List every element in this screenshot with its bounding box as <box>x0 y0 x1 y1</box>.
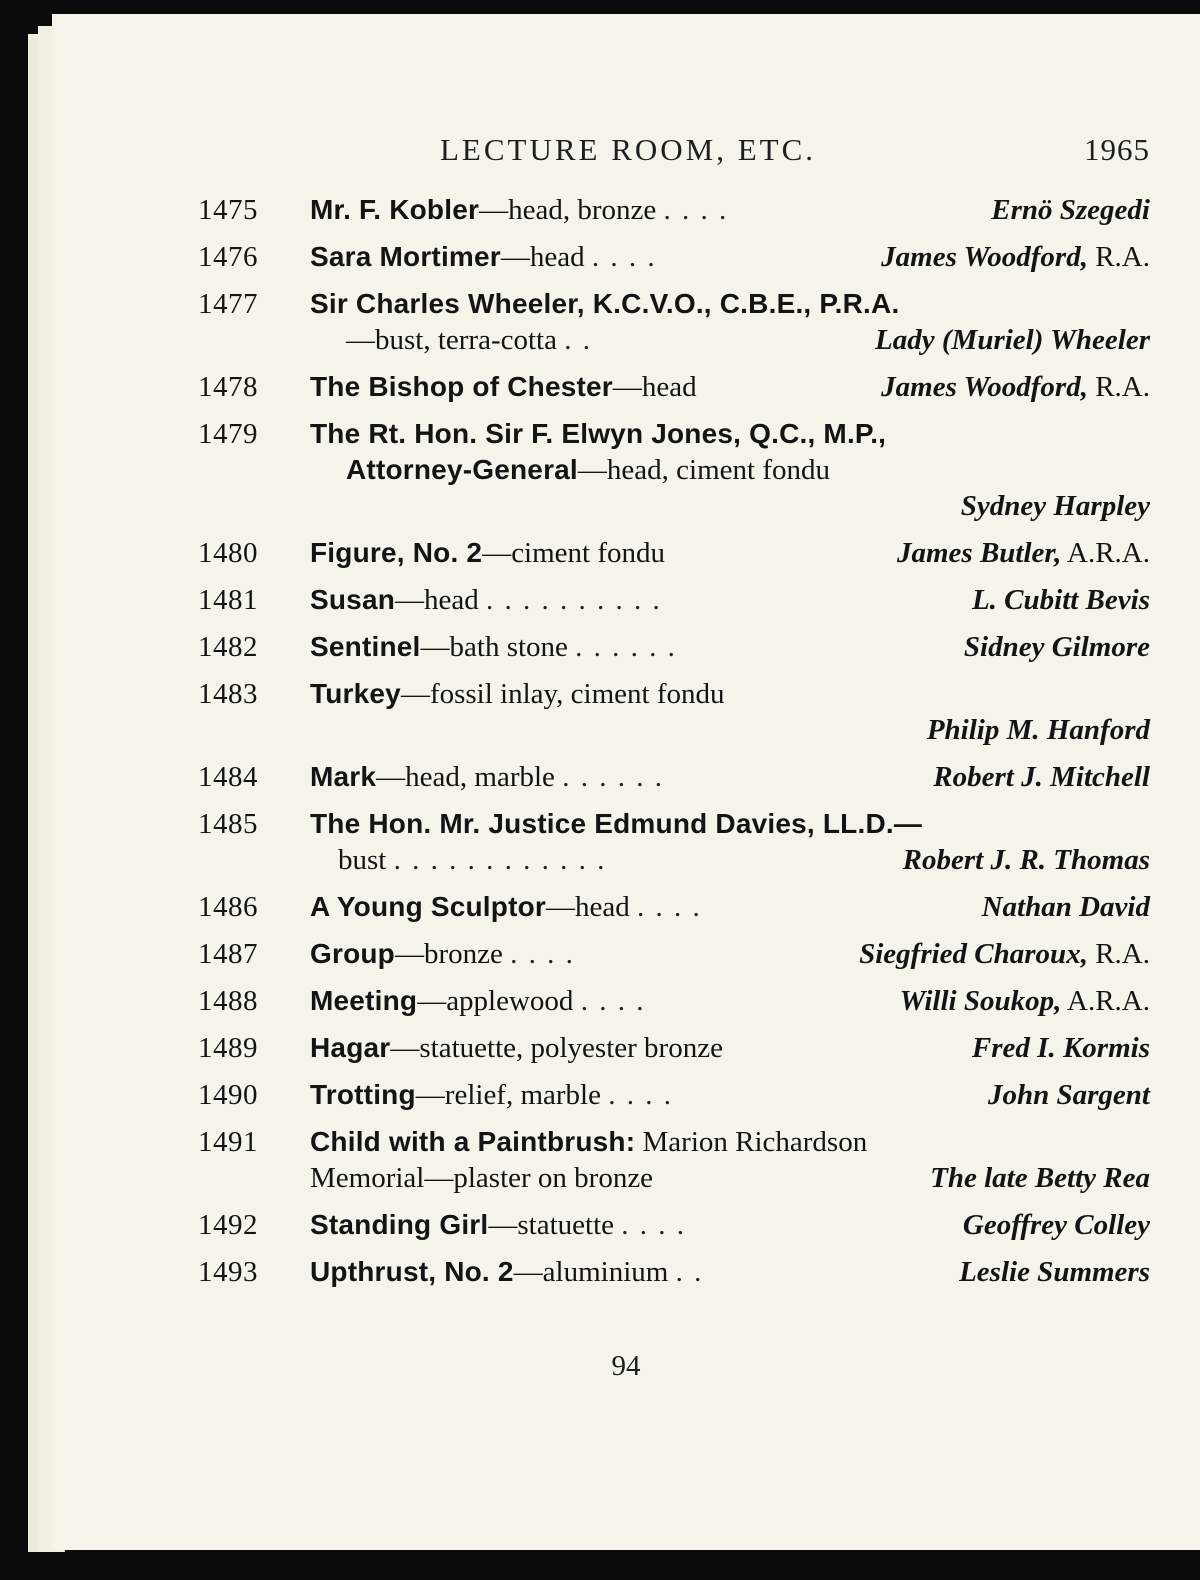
dot-leader: . . . . <box>663 194 729 226</box>
entry-title: Hagar <box>310 1032 391 1063</box>
entry-medium: —bath stone <box>420 631 568 663</box>
entry-title: Trotting <box>310 1079 416 1110</box>
dot-leader: . . . . . . <box>562 761 664 793</box>
catalogue-entry <box>198 1254 1150 1290</box>
artist-suffix: R.A. <box>1087 938 1150 970</box>
entry-artist: Leslie Summers <box>959 1256 1150 1288</box>
catalogue-entry <box>198 239 1150 275</box>
entry-artist: Willi Soukop, A.R.A. <box>899 985 1150 1017</box>
entry-title: Group <box>310 938 395 969</box>
dot-leader: . . . . <box>608 1079 673 1111</box>
entry-number: 1480 <box>198 537 258 569</box>
artist-suffix: A.R.A. <box>1061 985 1150 1017</box>
entry-title: Turkey <box>310 678 401 709</box>
entry-medium: —statuette <box>488 1209 615 1241</box>
entry-number: 1477 <box>198 288 258 320</box>
entry-title: The Bishop of Chester <box>310 371 613 402</box>
catalogue-entry <box>198 629 1150 665</box>
entry-medium: —head <box>395 584 479 616</box>
entry-artist: James Butler, A.R.A. <box>897 537 1150 569</box>
entry-title: Mr. F. Kobler <box>310 194 480 225</box>
catalogue-entry <box>198 582 1150 618</box>
dot-leader: . . . . . . . . . . <box>486 584 662 616</box>
entry-artist: Siegfried Charoux, R.A. <box>859 938 1150 970</box>
dot-leader: . . <box>564 324 592 356</box>
dot-leader: . . . . <box>637 891 702 923</box>
entry-artist: Geoffrey Colley <box>962 1209 1150 1241</box>
entry-number: 1493 <box>198 1256 258 1288</box>
entry-artist: James Woodford, R.A. <box>881 371 1150 403</box>
catalogue-entry <box>198 1077 1150 1113</box>
entry-medium: —head, ciment fondu <box>577 454 830 486</box>
entry-artist: Philip M. Hanford <box>926 714 1150 746</box>
entry-number: 1490 <box>198 1079 258 1111</box>
entry-artist: Fred I. Kormis <box>971 1032 1150 1064</box>
entry-title: Sir Charles Wheeler, K.C.V.O., C.B.E., P.R.A. <box>310 288 900 319</box>
entry-number: 1491 <box>198 1126 258 1158</box>
entry-title: Meeting <box>310 985 418 1016</box>
running-year: 1965 <box>1084 132 1150 167</box>
entry-number: 1492 <box>198 1209 258 1241</box>
dot-leader: . . . . <box>591 241 657 273</box>
entry-title: A Young Sculptor <box>310 891 547 922</box>
entry-title: Mark <box>310 761 377 792</box>
entry-medium: —applewood <box>417 985 574 1017</box>
running-title: LECTURE ROOM, ETC. <box>440 132 817 167</box>
entry-medium: —bronze <box>395 938 503 970</box>
catalogue-entry <box>198 1030 1150 1066</box>
artist-suffix: R.A. <box>1087 241 1150 273</box>
entry-number: 1478 <box>198 371 258 403</box>
catalogue-entry <box>198 286 1150 358</box>
entry-medium: —relief, marble <box>415 1079 601 1111</box>
entry-list <box>198 192 1150 1290</box>
entry-artist: L. Cubitt Bevis <box>971 584 1150 616</box>
dot-leader: . . . . . . <box>575 631 677 663</box>
catalogue-page <box>52 14 1200 1550</box>
entry-artist: John Sargent <box>988 1079 1150 1111</box>
entry-title: The Hon. Mr. Justice Edmund Davies, LL.D.— <box>310 808 923 839</box>
catalogue-entry <box>198 535 1150 571</box>
dot-leader: . . <box>675 1256 704 1288</box>
catalogue-entry <box>198 936 1150 972</box>
entry-title-continued: Attorney-General <box>346 454 578 485</box>
entry-number: 1485 <box>198 808 258 840</box>
entry-medium: —head <box>546 891 630 923</box>
running-head <box>52 132 1200 176</box>
entry-medium: —bust, terra-cotta <box>346 324 557 356</box>
catalogue-entry <box>198 806 1150 878</box>
entry-medium: —head <box>500 241 585 273</box>
entry-medium: —head, marble <box>376 761 555 793</box>
entry-medium: —head, bronze <box>479 194 657 226</box>
catalogue-entry <box>198 676 1150 748</box>
dot-leader: . . . . <box>510 938 575 970</box>
entry-number: 1486 <box>198 891 258 923</box>
entry-number: 1481 <box>198 584 258 616</box>
entry-medium-continued: Memorial—plaster on bronze <box>310 1162 654 1194</box>
entry-number: 1484 <box>198 761 258 793</box>
entry-title: Sara Mortimer <box>310 241 501 272</box>
entry-title: Susan <box>310 584 396 615</box>
entry-title: The Rt. Hon. Sir F. Elwyn Jones, Q.C., M.P., <box>310 418 887 449</box>
entry-title: Standing Girl <box>310 1209 489 1240</box>
artist-suffix: A.R.A. <box>1061 537 1150 569</box>
entry-medium: Marion Richardson <box>635 1126 868 1158</box>
artist-suffix: R.A. <box>1087 371 1150 403</box>
entry-number: 1489 <box>198 1032 258 1064</box>
catalogue-entry <box>198 889 1150 925</box>
entry-artist: Robert J. Mitchell <box>933 761 1150 793</box>
dot-leader: . . . . . . . . . . . . <box>393 844 607 876</box>
catalogue-entry <box>198 983 1150 1019</box>
entry-number: 1483 <box>198 678 258 710</box>
entry-title: Figure, No. 2 <box>310 537 483 568</box>
catalogue-entry <box>198 369 1150 405</box>
entry-artist: Robert J. R. Thomas <box>902 844 1150 876</box>
entry-number: 1479 <box>198 418 258 450</box>
entry-artist: Lady (Muriel) Wheeler <box>875 324 1150 356</box>
entry-artist: Ernö Szegedi <box>991 194 1150 226</box>
catalogue-entry <box>198 192 1150 228</box>
entry-title: Sentinel <box>310 631 421 662</box>
dot-leader: . . . . <box>621 1209 687 1241</box>
entry-number: 1482 <box>198 631 258 663</box>
entry-medium: —statuette, polyester bronze <box>390 1032 723 1064</box>
entry-artist: Sidney Gilmore <box>963 631 1150 663</box>
entry-number: 1476 <box>198 241 258 273</box>
entry-medium: —fossil inlay, ciment fondu <box>400 678 725 710</box>
entry-number: 1475 <box>198 194 258 226</box>
entry-artist: The late Betty Rea <box>930 1162 1150 1194</box>
entry-artist: James Woodford, R.A. <box>881 241 1150 273</box>
entry-medium: —head <box>612 371 697 403</box>
entry-title: Upthrust, No. 2 <box>310 1256 514 1287</box>
catalogue-entry <box>198 1124 1150 1196</box>
dot-leader: . . . . <box>580 985 646 1017</box>
entry-artist: Sydney Harpley <box>960 490 1150 522</box>
entry-medium: —ciment fondu <box>482 537 666 569</box>
entry-medium: bust <box>338 844 387 876</box>
catalogue-entry <box>198 1207 1150 1243</box>
entry-artist: Nathan David <box>981 891 1150 923</box>
entry-number: 1487 <box>198 938 258 970</box>
catalogue-entry <box>198 416 1150 524</box>
catalogue-entry <box>198 759 1150 795</box>
page-number: 94 <box>611 1350 641 1382</box>
entry-number: 1488 <box>198 985 258 1017</box>
entry-medium: —aluminium <box>513 1256 669 1288</box>
entry-title: Child with a Paintbrush: <box>310 1126 636 1157</box>
